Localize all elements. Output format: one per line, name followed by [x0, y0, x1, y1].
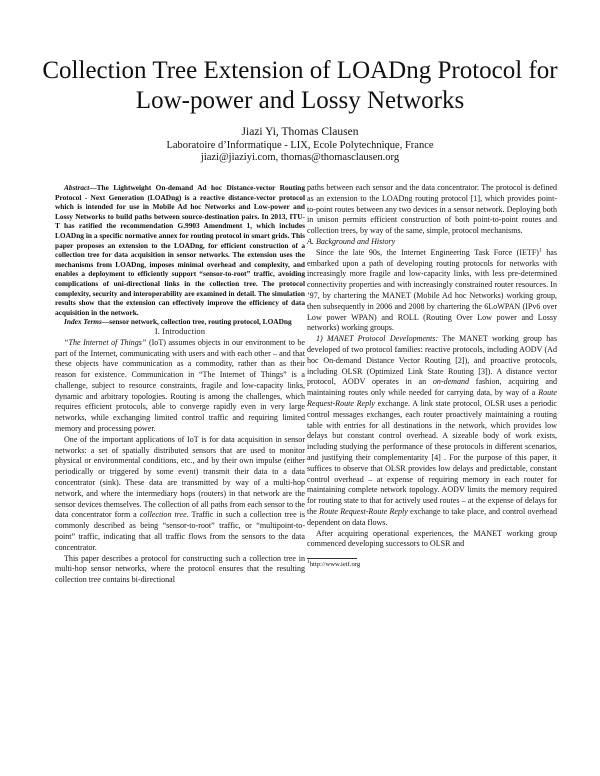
intro-paragraph-2 — [55, 435, 305, 554]
abstract-text: —The Lightweight On-demand Ad hoc Distance-vector Routing Protocol - Next Generation (LOADng) is a reactive distance-vector protocol which is intended for use in Mobile Ad hoc Networks and Low-power and Lossy Networks to build paths between source-destination pairs. In 2013, ITU-T has ratified the recommendation G.9903 Amendment 1, which includes LOADng in a specific normative annex for routing protocol in smart grids. This paper proposes an extension to the LOADng, for efficient construction of a collection tree for data acquisition in sensor networks. The extension uses the mechanisms from LOADng, imposes minimal overhead and complexity, and enables a deployment to efficiently support “sensor-to-root” traffic, avoiding complications of uni-directional links in the collection tree. The protocol complexity, security and interoperability are examined in detail. The simulation results show that the extension can effectively improve the efficiency of data acquisition in the network. — [55, 183, 305, 317]
right-paragraph-3 — [307, 334, 557, 528]
index-terms — [55, 317, 305, 327]
left-column — [55, 183, 305, 586]
abstract — [55, 183, 305, 317]
right-p3-c: exchange. A link state protocol, OLSR uses a periodic control messages exchanges, each router proactively maintaining a routing table with entries for all destinations in the network, which provides low delays but constant control overhead. A sizeable body of work exists, including studying the performance of these protocols in different scenarios, and justifying their complementarity [4] . For the purpose of this paper, it suffices to observe that OLSR provides low delays and predictable, constant control overhead – at expense of requiring memory in each router for maintaining complete network topology. AODV limits the memory required for routing state to that for actively used routes – at the expense of delays for the — [307, 398, 557, 516]
paper-title — [0, 56, 600, 116]
section-heading-introduction: I. Introduction — [154, 326, 206, 336]
right-p2-a: Since the late 90s, the Internet Engineering Task Force (IETF) — [316, 247, 539, 257]
right-p3-b: fashion, acquiring and maintaining routes only while needed for carrying data, by way of a — [307, 377, 557, 398]
intro-p2-em: collection tree — [139, 510, 187, 520]
index-terms-text: —sensor network, collection tree, routing protocol, LOADng — [101, 317, 292, 327]
right-paragraph-1: paths between each sensor and the data concentrator. The protocol is defined as an extension to the LOADng routing protocol [1], which provides point-to-point routes between any two devices in a sensor network. Deploying both in unison permits efficient construction of both point-to-point routes and collection trees, by way of the same, simple, protocol mechanisms. — [307, 183, 557, 236]
right-p3-em1: on-demand — [432, 377, 470, 387]
abstract-label: Abstract — [64, 183, 90, 192]
right-column — [307, 183, 557, 569]
right-p3-d: exchange to take place, and control overhead dependent on data flows. — [307, 506, 557, 527]
intro-paragraph-3: This paper describes a protocol for constructing such a collection tree in multi-hop sensor networks, where the protocol ensures that the resulting collection tree contains bi-directional — [55, 553, 305, 585]
right-p2-b: has embarked upon a path of developing routing protocols for networks with increasingly more fragile and low-capacity links, with less pre-determined connectivity properties and with increasingly constrained router resources. In ’97, by chartering the MANET (Mobile Ad hoc Networks) working group, then subsequently in 2006 and 2008 by chartering the 6LoWPAN (IPv6 over Low power WPAN) and ROLL (Routing Over Low power and Lossy networks) working groups. — [307, 247, 557, 333]
footnote-ref: 1 — [538, 247, 542, 254]
right-paragraph-4: After acquiring operational experiences, the MANET working group commenced developing successors to OLSR and — [307, 528, 557, 549]
subsection-heading-background: A. Background and History — [307, 236, 396, 246]
footnote-rule — [307, 558, 357, 559]
right-p3-em3: Route Request-Route Reply — [319, 506, 408, 516]
footnote-link[interactable]: http://www.ietf.org — [309, 561, 361, 569]
author-block — [0, 126, 600, 165]
title-line-1: Collection Tree Extension of LOADng Protocol for — [42, 57, 558, 84]
author-emails: jiazi@jiaziyi.com, thomas@thomasclausen.org — [200, 152, 400, 163]
intro-p2-a: One of the important applications of IoT is for data acquisition in sensor networks: a set of spatially distributed sensors that are used to monitor physical or environmental conditions, etc., and by their own impulse (either periodically or triggered by some event) transmit their data to a data concentrator (sink). These data are transmitted by way of a multi-hop network, and where the intermediary hops (routers) in that network are the sensor devices themselves. The collection of all paths from each sensor to the data concentrator form a — [55, 434, 305, 520]
intro-quote: “The Internet of Things” — [64, 337, 147, 347]
index-terms-label: Index Terms — [64, 317, 102, 327]
intro-p2-b: . Traffic in such a collection tree is commonly described as being “sensor-to-root” traffic, or “multipoint-to-point” traffic, indicating that all traffic flows from the sensors to the data concentrator. — [55, 510, 305, 552]
intro-p1-text: (IoT) assumes objects in our environment to be part of the Internet, communicating with users and with each other – and that these objects have communication as a commodity, rather than as their reason for existence. Communication in “The Internet of Things” is a challenge, subject to resource constraints, fragile and low-capacity links, dynamic and arbitrary topologies. Routing is among the challenges, which requires efficient protocols, able to converge rapidly even in very large networks, while exchanging limited control traffic and requiring limited memory and processing power. — [55, 337, 306, 434]
author-affiliation: Laboratoire d’Informatique - LIX, Ecole Polytechnique, France — [166, 139, 434, 151]
footnote — [307, 558, 557, 569]
intro-paragraph-1 — [55, 338, 305, 435]
title-line-2: Low-power and Lossy Networks — [135, 87, 465, 114]
right-p3-em2: Route Request-Route Reply — [307, 388, 557, 408]
footnote-mark: 1 — [307, 558, 310, 565]
author-names: Jiazi Yi, Thomas Clausen — [241, 126, 359, 138]
right-p3-a: The MANET working group has developed of two protocol families: reactive protocols, including AODV (Ad hoc On-demand Distance Vector Routing [2]), and proactive protocols, including OLSR (Optimized Link State Routing [3]). A distance vector protocol, AODV operates in an — [307, 334, 557, 387]
right-paragraph-2 — [307, 248, 557, 334]
manet-subheading: 1) MANET Protocol Developments: — [316, 334, 439, 344]
